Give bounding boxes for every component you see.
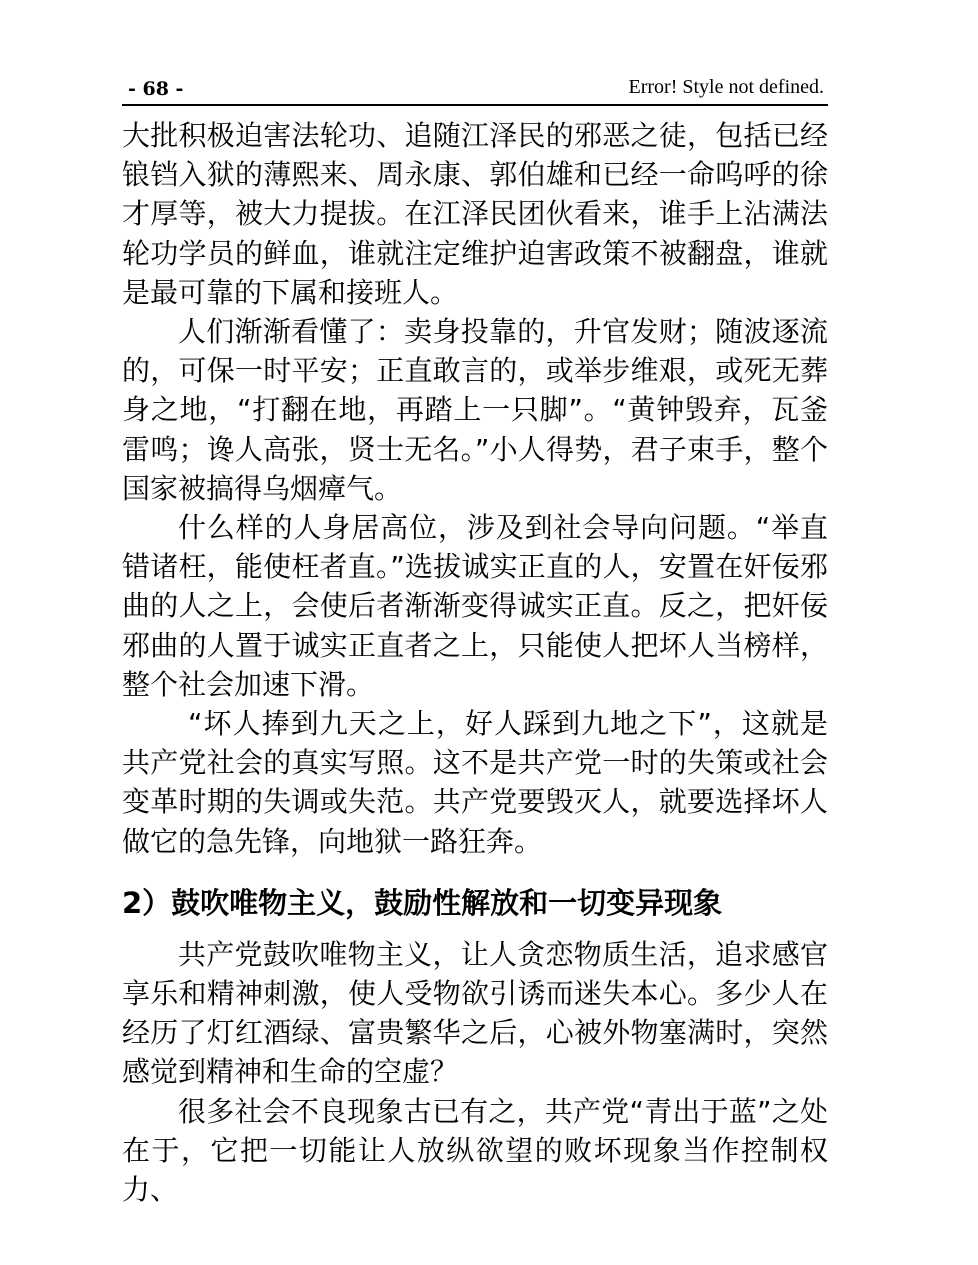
- paragraph: 大批积极迫害法轮功、追随江泽民的邪恶之徒，包括已经锒铛入狱的薄熙来、周永康、郭伯雄和已经一命呜呼的徐才厚等，被大力提拔。在江泽民团伙看来，谁手上沾满法轮功学员的鲜血，谁就注定维护迫害政策不被翻盘，谁就是最可靠的下属和接班人。: [122, 119, 828, 309]
- paragraph: 很多社会不良现象古已有之，共产党“青出于蓝”之处在于，它把一切能让人放纵欲望的败坏现象当作控制权力、: [122, 1094, 828, 1207]
- paragraph: 共产党鼓吹唯物主义，让人贪恋物质生活，追求感官享乐和精神刺激，使人受物欲引诱而迷失本心。多少人在经历了灯红酒绿、富贵繁华之后，心被外物塞满时，突然感觉到精神和生命的空虚？: [122, 937, 828, 1089]
- paragraph: 什么样的人身居高位，涉及到社会导向问题。“举直错诸枉，能使枉者直。”选拔诚实正直的人，安置在奸佞邪曲的人之上，会使后者渐渐变得诚实正直。反之，把奸佞邪曲的人置于诚实正直者之上，只能使人把坏人当榜样，整个社会加速下滑。: [122, 511, 828, 701]
- paragraph: “坏人捧到九天之上，好人踩到九地之下”，这就是共产党社会的真实写照。这不是共产党一时的失策或社会变革时期的失调或失范。共产党要毁灭人，就要选择坏人做它的急先锋，向地狱一路狂奔。: [122, 707, 828, 858]
- section-heading: 2）鼓吹唯物主义，鼓励性解放和一切变异现象: [122, 885, 723, 920]
- running-title: Error! Style not defined.: [628, 76, 824, 98]
- paragraph: 人们渐渐看懂了：卖身投靠的，升官发财；随波逐流的，可保一时平安；正直敢言的，或举步维艰，或死无葬身之地，“打翻在地，再踏上一只脚”。“黄钟毁弃，瓦釜雷鸣；谗人高张，贤士无名。”小人得势，君子束手，整个国家被搞得乌烟瘴气。: [122, 315, 828, 505]
- page-number: - 68 -: [128, 78, 184, 100]
- body-text: [122, 116, 828, 1209]
- page-header: [122, 72, 828, 106]
